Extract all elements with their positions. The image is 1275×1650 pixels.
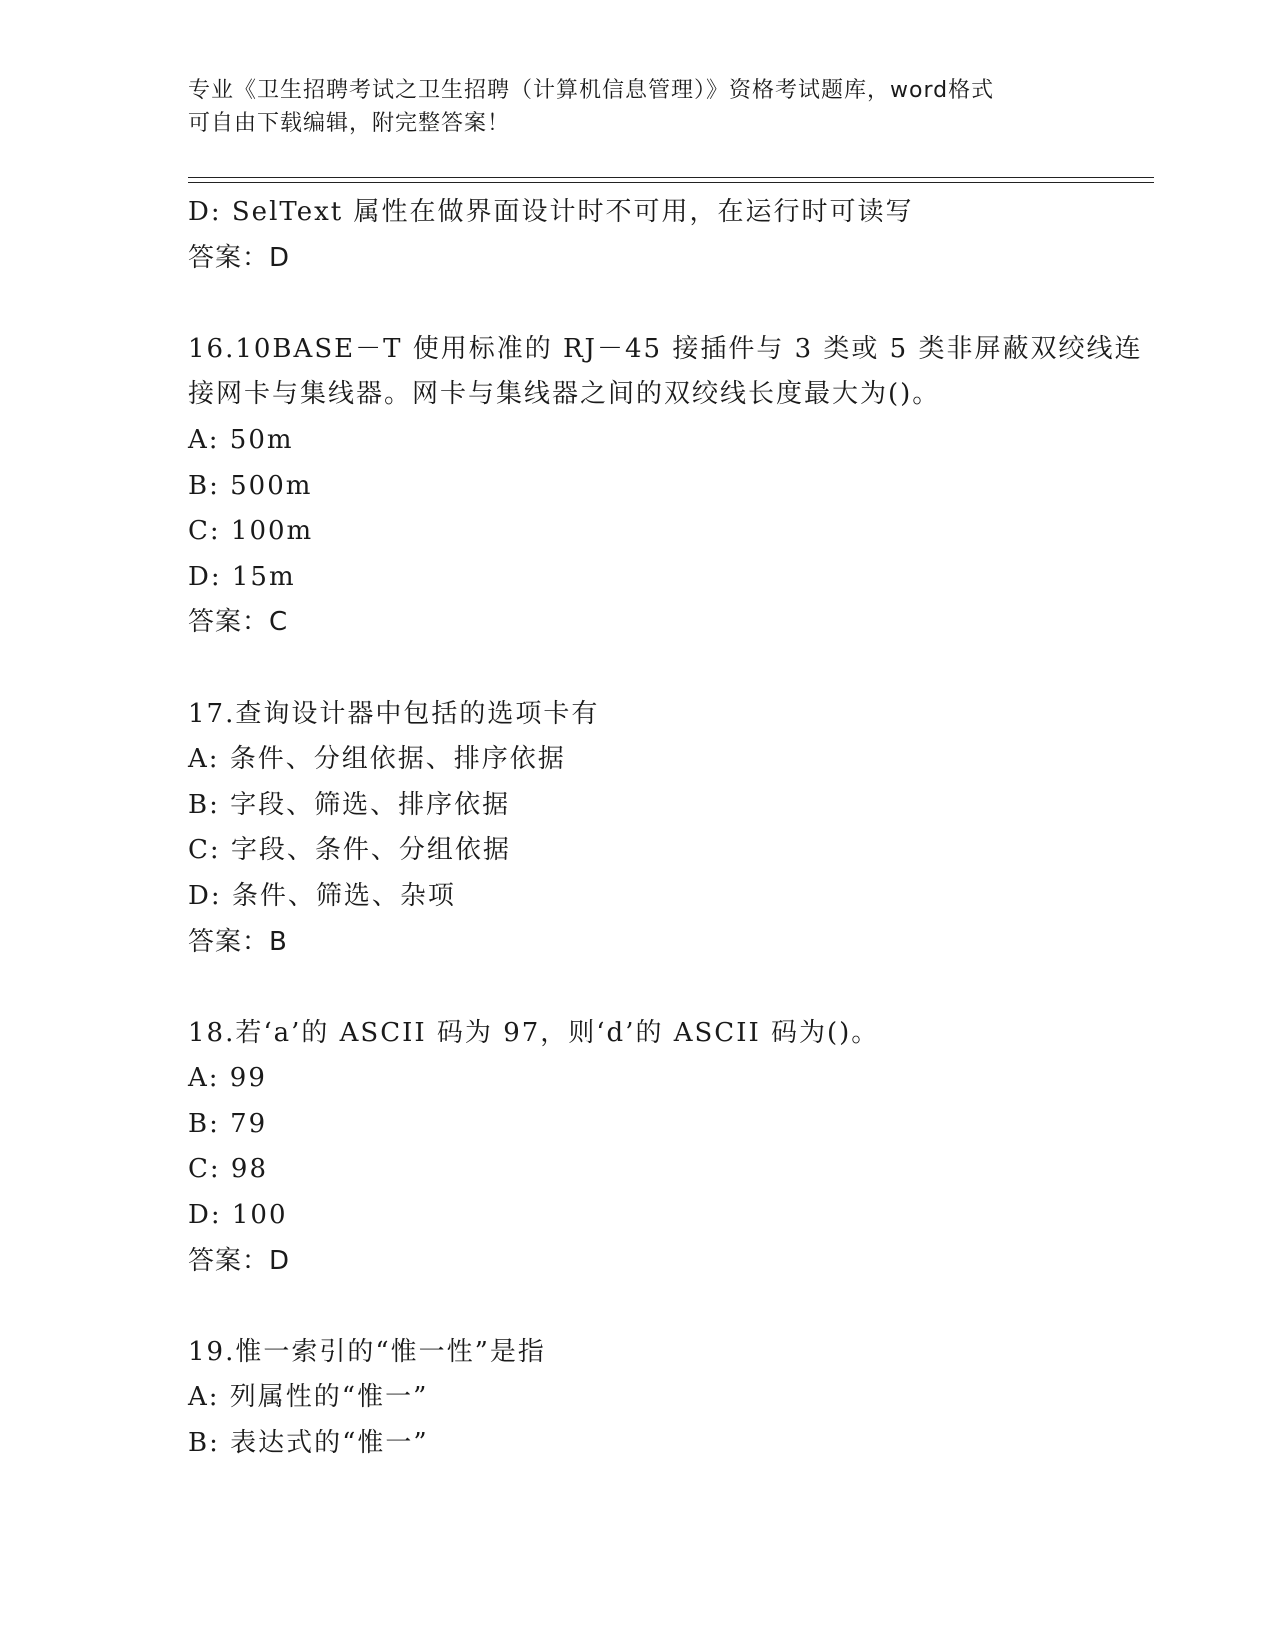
question-16-stem-cont: 接网卡与集线器。网卡与集线器之间的双绞线长度最大为()。 (188, 379, 941, 410)
question-17-option-a: A: 条件、分组依据、排序依据 (188, 744, 566, 775)
question-18-answer: 答案：D (188, 1245, 291, 1276)
header-divider-top (188, 177, 1154, 178)
question-19-stem: 19.惟一索引的“惟一性”是指 (188, 1336, 546, 1367)
question-16-stem: 16.10BASE－T 使用标准的 RJ－45 接插件与 3 类或 5 类非屏蔽双绞线连 (188, 333, 1143, 364)
spacer (188, 1284, 1088, 1330)
question-18-option-b: B: 79 (188, 1108, 268, 1139)
question-list (188, 190, 1143, 1467)
question-17-option-d: D: 条件、筛选、杂项 (188, 880, 456, 911)
option-d: D: SelText 属性在做界面设计时不可用，在运行时可读写 (188, 197, 914, 227)
question-19-option-a: A: 列属性的“惟一” (188, 1382, 429, 1413)
question-16-option-d: D: 15m (188, 561, 296, 592)
question-18-option-a: A: 99 (188, 1063, 267, 1094)
question-16-option-b: B: 500m (188, 470, 313, 501)
spacer (188, 646, 1088, 692)
answer-line: 答案：D (188, 242, 291, 273)
header-divider-bottom (188, 182, 1154, 183)
question-17-option-c: C: 字段、条件、分组依据 (188, 835, 511, 866)
question-18-option-c: C: 98 (188, 1154, 269, 1185)
header-line-2: 可自由下载编辑，附完整答案！ (188, 111, 511, 136)
spacer (188, 281, 1088, 327)
spacer (188, 965, 1088, 1011)
question-17-stem: 17.查询设计器中包括的选项卡有 (188, 698, 600, 729)
document-header (188, 74, 1068, 140)
question-16-option-c: C: 100m (188, 516, 314, 547)
question-17-option-b: B: 字段、筛选、排序依据 (188, 789, 511, 820)
header-line-1: 专业《卫生招聘考试之卫生招聘（计算机信息管理）》资格考试题库，word格式 (188, 78, 995, 103)
question-16-answer: 答案：C (188, 607, 289, 638)
question-16-option-a: A: 50m (188, 424, 294, 455)
question-18-stem: 18.若‘a’的 ASCII 码为 97，则‘d’的 ASCII 码为()。 (188, 1017, 880, 1048)
question-19-option-b: B: 表达式的“惟一” (188, 1428, 429, 1459)
question-18-option-d: D: 100 (188, 1200, 288, 1231)
question-17-answer: 答案：B (188, 926, 288, 957)
